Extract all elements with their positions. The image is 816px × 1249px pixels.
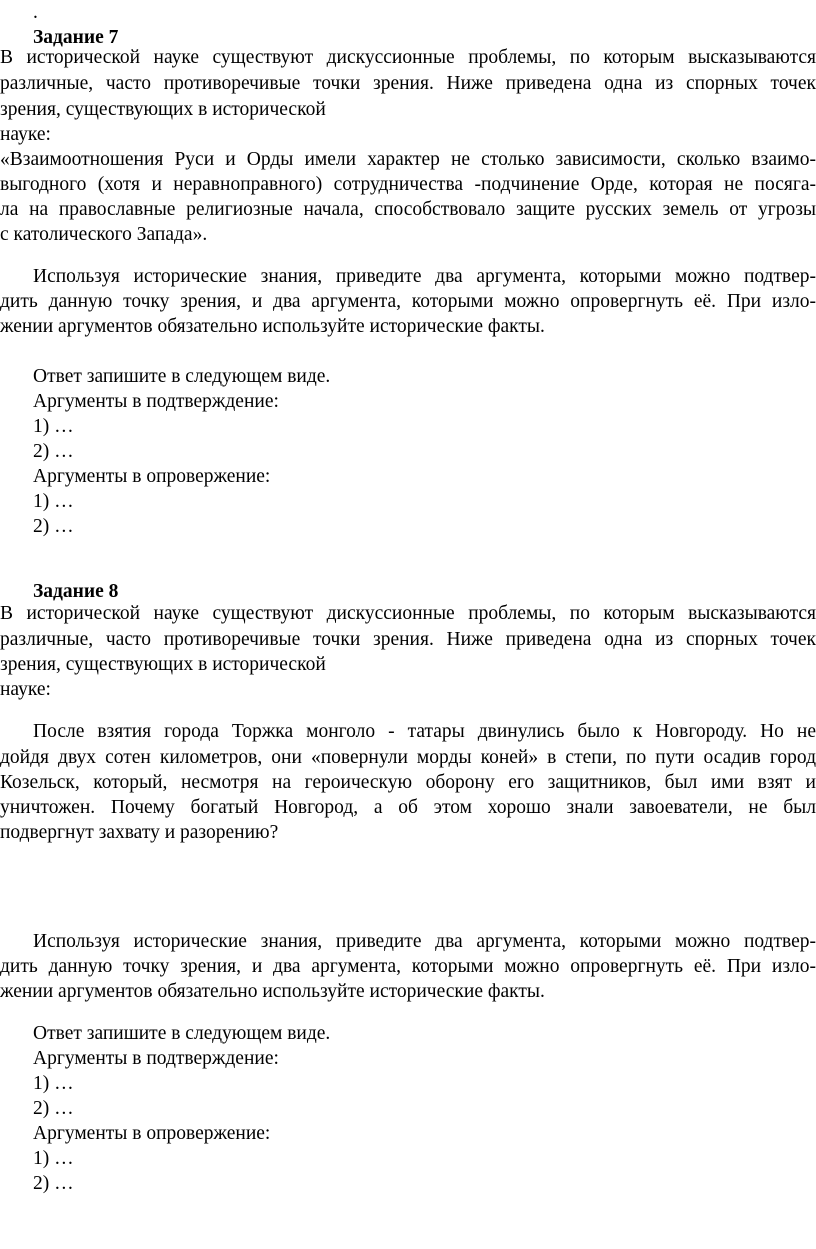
task-7-quote-line: «Взаимоотношения Руси и Орды имели характер не столько зависимости, сколько взаимо- [0,149,816,170]
task-8-intro-line: зрения, существующих в исторической [0,654,326,675]
task-8-answer-item: 2) … [33,1098,74,1119]
task-8-intro-line: В исторической науке существуют дискуссионные проблемы, по которым высказываются [0,603,816,624]
task-7-intro-line: науке: [0,124,51,145]
task-7-answer-heading: Аргументы в опровержение: [33,466,271,487]
task-7-answer-item: 1) … [33,491,74,512]
task-8-title: Задание 8 [33,581,119,602]
task-8-answer-heading: Аргументы в подтверждение: [33,1048,279,1069]
task-8-answer-item: 1) … [33,1073,74,1094]
task-7-instruction-line: Используя исторические знания, приведите два аргумента, которыми можно подтвер- [33,266,816,287]
task-8-question-line: дойдя двух сотен километров, они «повернули морды коней» в степи, по пути осадив город [0,747,816,768]
task-8-question-line: После взятия города Торжка монголо - татары двинулись было к Новгороду. Но не [33,721,816,742]
task-7-quote-line: ла на православные религиозные начала, способствовало защите русских земель от угрозы [0,199,816,220]
task-8-answer-format: Ответ запишите в следующем виде. [33,1023,331,1044]
task-7-answer-heading: Аргументы в подтверждение: [33,391,279,412]
task-8-instruction-line: дить данную точку зрения, и два аргумента, которыми можно опровергнуть её. При изло- [0,956,816,977]
task-7-title: Задание 7 [33,27,119,48]
task-8-question-line: уничтожен. Почему богатый Новгород, а об этом хорошо знали завоеватели, не был [0,797,816,818]
task-7-instruction-line: жении аргументов обязательно используйте исторические факты. [0,316,545,337]
task-8-answer-item: 2) … [33,1173,74,1194]
task-8-instruction-line: жении аргументов обязательно используйте исторические факты. [0,981,545,1002]
task-8-intro-line: науке: [0,679,51,700]
task-8-instruction-line: Используя исторические знания, приведите два аргумента, которыми можно подтвер- [33,931,816,952]
task-8-intro-line: различные, часто противоречивые точки зрения. Ниже приведена одна из спорных точек [0,629,816,650]
task-7-quote-line: выгодного (хотя и неравноправного) сотрудничества -подчинение Орде, которая не посяга- [0,174,816,195]
task-8-answer-item: 1) … [33,1148,74,1169]
task-7-answer-item: 1) … [33,416,74,437]
task-7-instruction-line: дить данную точку зрения, и два аргумента, которыми можно опровергнуть её. При изло- [0,291,816,312]
task-8-question-line: подвергнут захвату и разорению? [0,822,279,843]
task-7-answer-format: Ответ запишите в следующем виде. [33,366,331,387]
page-mark: . [33,2,38,23]
task-7-intro-line: различные, часто противоречивые точки зрения. Ниже приведена одна из спорных точек [0,73,816,94]
task-7-answer-item: 2) … [33,441,74,462]
task-8-question-line: Козельск, который, несмотря на героическую оборону его защитников, был ими взят и [0,772,816,793]
task-7-answer-item: 2) … [33,516,74,537]
task-7-quote-line: с католического Запада». [0,224,208,245]
task-8-answer-heading: Аргументы в опровержение: [33,1123,271,1144]
task-7-intro-line: В исторической науке существуют дискуссионные проблемы, по которым высказываются [0,47,816,68]
task-7-intro-line: зрения, существующих в исторической [0,99,326,120]
